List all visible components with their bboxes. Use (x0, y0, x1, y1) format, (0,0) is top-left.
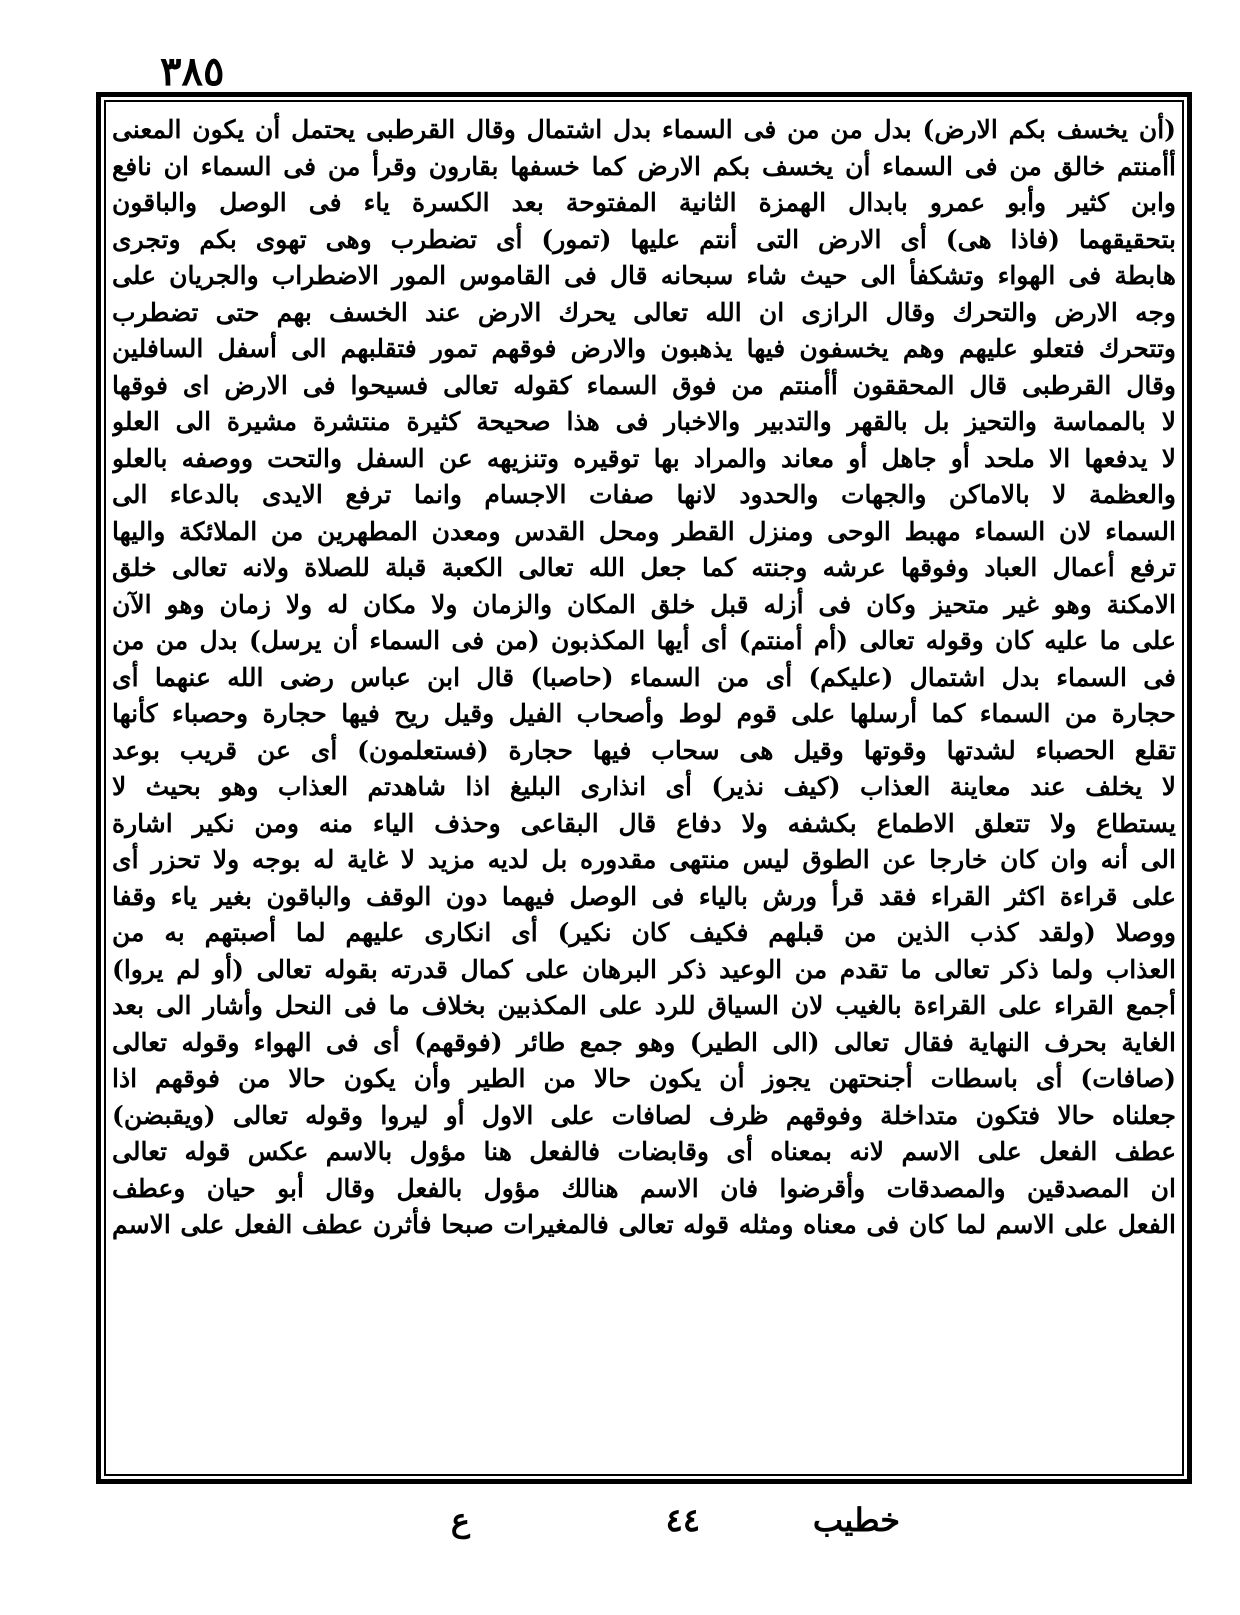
text-line: حجارة من السماء كما أرسلها على قوم لوط وأصحاب الفيل وقيل ريح فيها حجارة وحصباء كأنها (112, 699, 1176, 728)
text-line: على قراءة اكثر القراء فقد قرأ ورش بالياء فى الوصل فيهما دون الوقف والباقون بغير ياء وقفا (112, 881, 1176, 911)
text-line: الغاية بحرف النهاية فقال تعالى (الى الطير) وهو جمع طائر (فوقهم) أى فى الهواء وقوله تعالى (112, 1027, 1176, 1057)
main-text (112, 112, 1176, 1472)
text-line: يستطاع ولا تتعلق الاطماع بكشفه ولا دفاع قال البقاعى وحذف الياء منه ومن نكير اشارة (112, 808, 1176, 838)
text-line: عطف الفعل على الاسم لانه بمعناه أى وقابضات فالفعل هنا مؤول بالاسم عكس قوله تعالى (112, 1137, 1176, 1166)
text-line: الامكنة وهو غير متحيز وكان فى أزله قبل خلق المكان والزمان ولا مكان له ولا زمان وهو الآن (112, 589, 1176, 619)
text-line: ان المصدقين والمصدقات وأقرضوا فان الاسم هنالك مؤول بالفعل وقال أبو حيان وعطف (112, 1173, 1176, 1203)
text-line: تقلع الحصباء لشدتها وقوتها وقيل هى سحاب فيها حجارة (فستعلمون) أى عن قريب بوعد (112, 735, 1176, 765)
text-line: وتتحرك فتعلو عليهم وهم يخسفون فيها يذهبون والارض فوقهم تمور فتقلبهم الى أسفل السافلين (112, 334, 1176, 363)
text-line: على ما عليه كان وقوله تعالى (أم أمنتم) أى أيها المكذبون (من فى السماء أن يرسل) بدل من من (112, 626, 1176, 655)
text-line: (أن يخسف بكم الارض) بدل من من فى السماء بدل اشتمال وقال القرطبى يحتمل أن يكون المعنى (112, 115, 1176, 144)
text-line: السماء لان السماء مهبط الوحى ومنزل القطر ومحل القدس ومعدن المطهرين من الملائكة واليها (112, 516, 1176, 546)
text-line: لا بالمماسة والتحيز بل بالقهر والتدبير والاخبار فى هذا صحيحة كثيرة منتشرة مشيرة الى العلو (112, 407, 1176, 436)
text-line: وجه الارض والتحرك وقال الرازى ان الله تعالى يحرك الارض عند الخسف بهم حتى تضطرب (112, 297, 1176, 327)
footer-number: ٤٤ (665, 1501, 700, 1539)
text-line: هابطة فى الهواء وتشكفأ الى حيث شاء سبحانه قال فى القاموس المور الاضطراب والجريان على (112, 261, 1176, 290)
text-line: الى أنه وان كان خارجا عن الطوق ليس منتهى مقدوره بل لديه مزيد لا غاية له بوجه ولا تحزر أى (112, 845, 1176, 874)
footer-mark: ع (450, 1501, 470, 1539)
text-line: الفعل على الاسم لما كان فى معناه ومثله قوله تعالى فالمغيرات صبحا فأثرن عطف الفعل على الاسم (112, 1210, 1176, 1239)
text-line: العذاب ولما ذكر تعالى ما تقدم من الوعيد ذكر البرهان على كمال قدرته بقوله تعالى (أو لم يروا) (112, 954, 1176, 984)
text-line: فى السماء بدل اشتمال (عليكم) أى من السماء (حاصبا) قال ابن عباس رضى الله عنهما أى (112, 662, 1176, 692)
page-footer (300, 1495, 900, 1545)
text-line: أجمع القراء على القراءة بالغيب لان السياق للرد على المكذبين بخلاف ما فى النحل وأشار الى بعد (112, 991, 1176, 1020)
text-line: (صافات) أى باسطات أجنحتهن يجوز أن يكون حالا من الطير وأن يكون حالا من فوقهم اذا (112, 1064, 1176, 1093)
text-line: ووصلا (ولقد كذب الذين من قبلهم فكيف كان نكير) أى انكارى عليهم لما أصبتهم به من (112, 918, 1176, 947)
text-line: لا يدفعها الا ملحد أو جاهل أو معاند والمراد بها توقيره وتنزيهه عن السفل والتحت ووصفه بالعلو (112, 443, 1176, 473)
text-line: أأمنتم خالق من فى السماء أن يخسف بكم الارض كما خسفها بقارون وقرأ من فى السماء ان نافع (112, 151, 1176, 181)
footer-signature: خطيب (812, 1501, 900, 1539)
text-line: بتحقيقهما (فاذا هى) أى الارض التى أنتم عليها (تمور) أى تضطرب وهى تهوى بكم وتجرى (112, 224, 1176, 254)
text-line: ترفع أعمال العباد وفوقها عرشه وجنته كما جعل الله تعالى الكعبة قبلة للصلاة ولانه تعالى خلق (112, 553, 1176, 582)
text-line: وقال القرطبى قال المحققون أأمنتم من فوق السماء كقوله تعالى فسيحوا فى الارض اى فوقها (112, 370, 1176, 400)
text-line: والعظمة لا بالاماكن والجهات والحدود لانها صفات الاجسام وانما ترفع الايدى بالدعاء الى (112, 480, 1176, 509)
page-number: ٣٨٥ (160, 48, 225, 95)
text-line: جعلناه حالا فتكون متداخلة وفوقهم ظرف لصافات على الاول أو ليروا وقوله تعالى (ويقبضن) (112, 1100, 1176, 1130)
text-line: لا يخلف عند معاينة العذاب (كيف نذير) أى انذارى البليغ اذا شاهدتم العذاب وهو بحيث لا (112, 772, 1176, 801)
text-line: وابن كثير وأبو عمرو بابدال الهمزة الثانية المفتوحة بعد الكسرة ياء فى الوصل والباقون (112, 188, 1176, 217)
